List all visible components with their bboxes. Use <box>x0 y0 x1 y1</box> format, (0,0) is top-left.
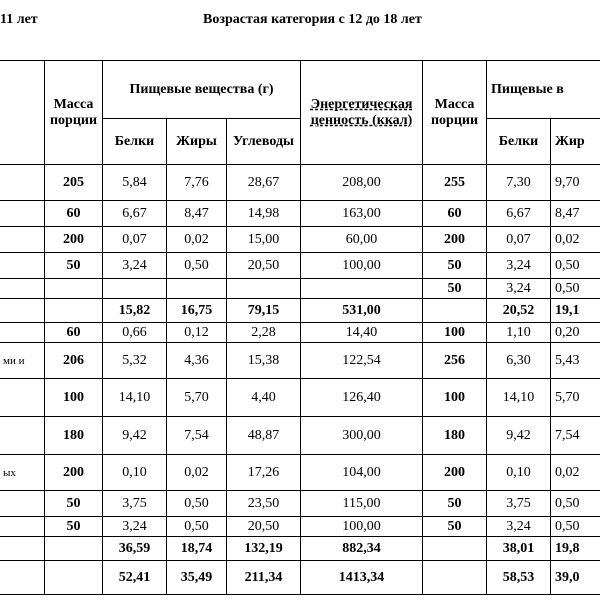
carbs-cell: 2,28 <box>227 323 301 343</box>
fats-cell: 5,70 <box>167 379 227 417</box>
row-label <box>0 165 45 201</box>
mass-2-cell: 255 <box>423 165 487 201</box>
fats-2-cell: 19,8 <box>551 537 600 561</box>
row-label <box>0 417 45 455</box>
table-row <box>0 323 600 343</box>
fats-cell: 4,36 <box>167 343 227 379</box>
carbs-cell: 14,98 <box>227 201 301 227</box>
proteins-2-cell: 38,01 <box>487 537 551 561</box>
mass-2-cell: 50 <box>423 253 487 279</box>
fats-2-cell: 0,20 <box>551 323 600 343</box>
row-label <box>0 517 45 537</box>
row-label <box>0 201 45 227</box>
header-proteins: Белки <box>103 119 167 165</box>
proteins-2-cell: 1,10 <box>487 323 551 343</box>
proteins-2-cell: 7,30 <box>487 165 551 201</box>
proteins-cell: 0,10 <box>103 455 167 491</box>
fats-2-cell: 0,50 <box>551 279 600 299</box>
carbs-cell: 15,00 <box>227 227 301 253</box>
carbs-cell: 79,15 <box>227 299 301 323</box>
energy-cell: 122,54 <box>301 343 423 379</box>
header-nutrients-2: Пищевые в <box>487 61 600 119</box>
energy-cell <box>301 279 423 299</box>
proteins-2-cell: 14,10 <box>487 379 551 417</box>
proteins-2-cell: 0,07 <box>487 227 551 253</box>
header-mass-2: Масса порции <box>423 61 487 165</box>
energy-cell: 104,00 <box>301 455 423 491</box>
proteins-cell: 6,67 <box>103 201 167 227</box>
proteins-2-cell: 6,30 <box>487 343 551 379</box>
mass-2-cell: 50 <box>423 517 487 537</box>
energy-cell: 208,00 <box>301 165 423 201</box>
fats-2-cell: 0,50 <box>551 253 600 279</box>
proteins-2-cell: 6,67 <box>487 201 551 227</box>
fats-2-cell: 39,0 <box>551 561 600 595</box>
carbs-cell: 17,26 <box>227 455 301 491</box>
carbs-cell: 48,87 <box>227 417 301 455</box>
header-energy: Энергетическая ценность (ккал) <box>301 61 423 165</box>
row-label <box>0 561 45 595</box>
proteins-cell: 9,42 <box>103 417 167 455</box>
mass-2-cell <box>423 299 487 323</box>
row-label <box>0 537 45 561</box>
mass-cell <box>45 299 103 323</box>
header-row-1 <box>0 61 600 119</box>
mass-cell: 205 <box>45 165 103 201</box>
fats-2-cell: 0,50 <box>551 491 600 517</box>
fats-cell: 0,50 <box>167 253 227 279</box>
proteins-cell: 0,66 <box>103 323 167 343</box>
energy-cell: 300,00 <box>301 417 423 455</box>
table-row <box>0 517 600 537</box>
page-heading <box>0 12 600 34</box>
fats-cell: 16,75 <box>167 299 227 323</box>
energy-cell: 126,40 <box>301 379 423 417</box>
table-row <box>0 379 600 417</box>
mass-cell: 50 <box>45 253 103 279</box>
energy-cell: 1413,34 <box>301 561 423 595</box>
table-row <box>0 279 600 299</box>
mass-cell <box>45 537 103 561</box>
proteins-cell: 15,82 <box>103 299 167 323</box>
mass-2-cell: 50 <box>423 491 487 517</box>
fats-cell <box>167 279 227 299</box>
carbs-cell: 23,50 <box>227 491 301 517</box>
proteins-2-cell: 20,52 <box>487 299 551 323</box>
mass-2-cell <box>423 537 487 561</box>
table-row <box>0 491 600 517</box>
fats-2-cell: 9,70 <box>551 165 600 201</box>
proteins-cell: 5,84 <box>103 165 167 201</box>
fats-2-cell: 5,43 <box>551 343 600 379</box>
table-row <box>0 343 600 379</box>
row-label <box>0 323 45 343</box>
nutrition-table <box>0 60 600 595</box>
carbs-cell: 4,40 <box>227 379 301 417</box>
mass-2-cell: 60 <box>423 201 487 227</box>
proteins-cell <box>103 279 167 299</box>
mass-2-cell: 180 <box>423 417 487 455</box>
proteins-cell: 5,32 <box>103 343 167 379</box>
age-left-label: 11 лет <box>0 12 38 27</box>
carbs-cell: 15,38 <box>227 343 301 379</box>
fats-cell: 7,54 <box>167 417 227 455</box>
mass-cell: 50 <box>45 517 103 537</box>
proteins-2-cell: 58,53 <box>487 561 551 595</box>
mass-2-cell: 200 <box>423 227 487 253</box>
fats-cell: 0,50 <box>167 491 227 517</box>
fats-2-cell: 0,02 <box>551 227 600 253</box>
carbs-cell <box>227 279 301 299</box>
carbs-cell: 28,67 <box>227 165 301 201</box>
mass-cell: 100 <box>45 379 103 417</box>
fats-cell: 0,50 <box>167 517 227 537</box>
mass-cell <box>45 279 103 299</box>
mass-cell: 180 <box>45 417 103 455</box>
energy-cell: 531,00 <box>301 299 423 323</box>
fats-cell: 0,12 <box>167 323 227 343</box>
header-carbs: Углеводы <box>227 119 301 165</box>
table-row <box>0 299 600 323</box>
header-fats-2: Жир <box>551 119 600 165</box>
row-label <box>0 299 45 323</box>
fats-cell: 0,02 <box>167 455 227 491</box>
proteins-cell: 0,07 <box>103 227 167 253</box>
fats-cell: 7,76 <box>167 165 227 201</box>
mass-cell: 60 <box>45 323 103 343</box>
proteins-cell: 3,75 <box>103 491 167 517</box>
mass-cell: 200 <box>45 227 103 253</box>
fats-2-cell: 7,54 <box>551 417 600 455</box>
mass-cell: 200 <box>45 455 103 491</box>
carbs-cell: 20,50 <box>227 517 301 537</box>
fats-cell: 8,47 <box>167 201 227 227</box>
header-fats: Жиры <box>167 119 227 165</box>
row-label <box>0 279 45 299</box>
proteins-2-cell: 3,24 <box>487 279 551 299</box>
fats-2-cell: 5,70 <box>551 379 600 417</box>
proteins-2-cell: 0,10 <box>487 455 551 491</box>
proteins-cell: 3,24 <box>103 253 167 279</box>
carbs-cell: 211,34 <box>227 561 301 595</box>
row-label <box>0 253 45 279</box>
mass-2-cell: 50 <box>423 279 487 299</box>
proteins-cell: 52,41 <box>103 561 167 595</box>
mass-2-cell <box>423 561 487 595</box>
proteins-2-cell: 3,24 <box>487 253 551 279</box>
energy-cell: 115,00 <box>301 491 423 517</box>
proteins-cell: 3,24 <box>103 517 167 537</box>
proteins-2-cell: 3,75 <box>487 491 551 517</box>
proteins-2-cell: 9,42 <box>487 417 551 455</box>
mass-2-cell: 200 <box>423 455 487 491</box>
mass-2-cell: 100 <box>423 323 487 343</box>
fats-cell: 0,02 <box>167 227 227 253</box>
energy-cell: 163,00 <box>301 201 423 227</box>
proteins-2-cell: 3,24 <box>487 517 551 537</box>
carbs-cell: 132,19 <box>227 537 301 561</box>
fats-2-cell: 8,47 <box>551 201 600 227</box>
proteins-cell: 36,59 <box>103 537 167 561</box>
header-corner <box>0 61 45 165</box>
table-row <box>0 455 600 491</box>
fats-cell: 18,74 <box>167 537 227 561</box>
row-label <box>0 491 45 517</box>
age-category-title: Возрастая категория с 12 до 18 лет <box>203 12 422 27</box>
header-mass: Масса порции <box>45 61 103 165</box>
table-row <box>0 417 600 455</box>
energy-cell: 60,00 <box>301 227 423 253</box>
energy-cell: 14,40 <box>301 323 423 343</box>
row-label: ми и <box>0 343 45 379</box>
mass-2-cell: 100 <box>423 379 487 417</box>
fats-cell: 35,49 <box>167 561 227 595</box>
fats-2-cell: 0,50 <box>551 517 600 537</box>
header-nutrients: Пищевые вещества (г) <box>103 61 301 119</box>
table-row <box>0 253 600 279</box>
mass-cell: 50 <box>45 491 103 517</box>
row-label <box>0 379 45 417</box>
energy-cell: 100,00 <box>301 253 423 279</box>
table-row <box>0 201 600 227</box>
table-row <box>0 165 600 201</box>
mass-cell: 60 <box>45 201 103 227</box>
table-row <box>0 561 600 595</box>
mass-cell <box>45 561 103 595</box>
header-proteins-2: Белки <box>487 119 551 165</box>
energy-cell: 100,00 <box>301 517 423 537</box>
proteins-cell: 14,10 <box>103 379 167 417</box>
mass-cell: 206 <box>45 343 103 379</box>
energy-cell: 882,34 <box>301 537 423 561</box>
fats-2-cell: 0,02 <box>551 455 600 491</box>
row-label <box>0 227 45 253</box>
mass-2-cell: 256 <box>423 343 487 379</box>
table-row <box>0 537 600 561</box>
fats-2-cell: 19,1 <box>551 299 600 323</box>
carbs-cell: 20,50 <box>227 253 301 279</box>
row-label: ых <box>0 455 45 491</box>
table-row <box>0 227 600 253</box>
